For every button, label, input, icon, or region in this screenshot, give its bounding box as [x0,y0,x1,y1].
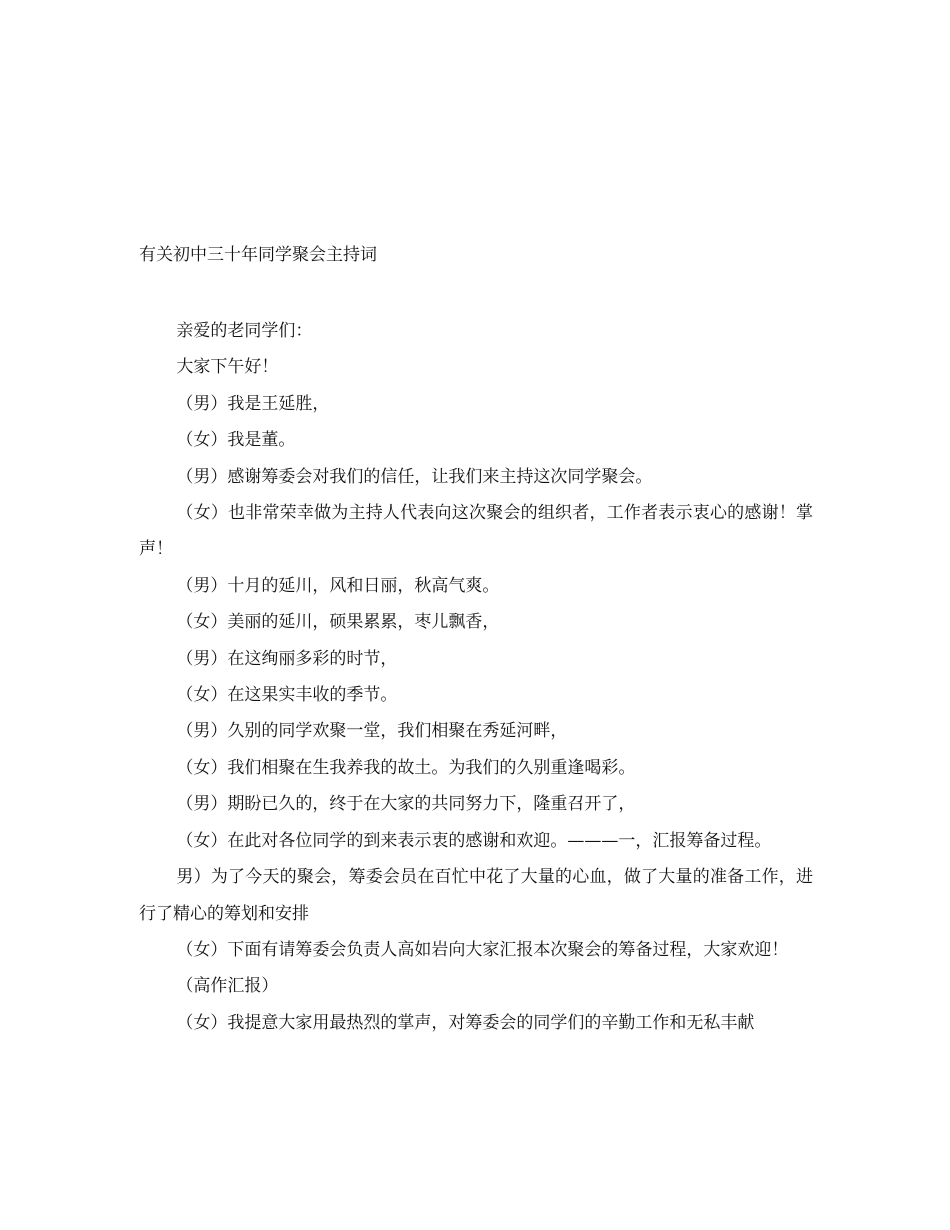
paragraph: （男）在这绚丽多彩的时节， [176,648,398,669]
paragraph: （男）感谢筹委会对我们的信任，让我们来主持这次同学聚会。 [176,466,653,487]
paragraph: （高作汇报） [176,976,279,997]
paragraph: 男）为了今天的聚会，筹委会员在百忙中花了大量的心血，做了大量的准备工作，进行了精心的筹划和安排 [139,867,813,924]
paragraph: （女）在此对各位同学的到来表示衷的感谢和欢迎。———一，汇报筹备过程。 [176,830,772,851]
paragraph: （男）我是王延胜， [176,393,330,414]
paragraph: 大家下午好！ [176,357,279,378]
paragraph: （女）我提意大家用最热烈的掌声，对筹委会的同学们的辛勤工作和无私丰献 [176,1012,755,1033]
document-title: 有关初中三十年同学聚会主持词 [139,245,377,265]
paragraph: （女）在这果实丰收的季节。 [176,685,398,706]
paragraph: （女）美丽的延川，硕果累累，枣儿飘香， [176,612,500,633]
paragraph: （女）我们相聚在生我养我的故土。为我们的久别重逢喝彩。 [176,757,636,778]
document-body [139,313,813,1041]
paragraph: （女）我是董。 [176,430,296,451]
paragraph: （女）下面有请筹委会负责人高如岩向大家汇报本次聚会的筹备过程，大家欢迎！ [176,939,789,960]
paragraph: （男）期盼已久的，终于在大家的共同努力下，隆重召开了， [176,794,636,815]
paragraph: （男）十月的延川，风和日丽，秋高气爽。 [176,575,500,596]
paragraph: （男）久别的同学欢聚一堂，我们相聚在秀延河畔， [176,721,568,742]
paragraph: 亲爱的老同学们： [176,321,313,341]
paragraph: （女）也非常荣幸做为主持人代表向这次聚会的组织者，工作者表示衷心的感谢！掌声！ [139,503,813,560]
